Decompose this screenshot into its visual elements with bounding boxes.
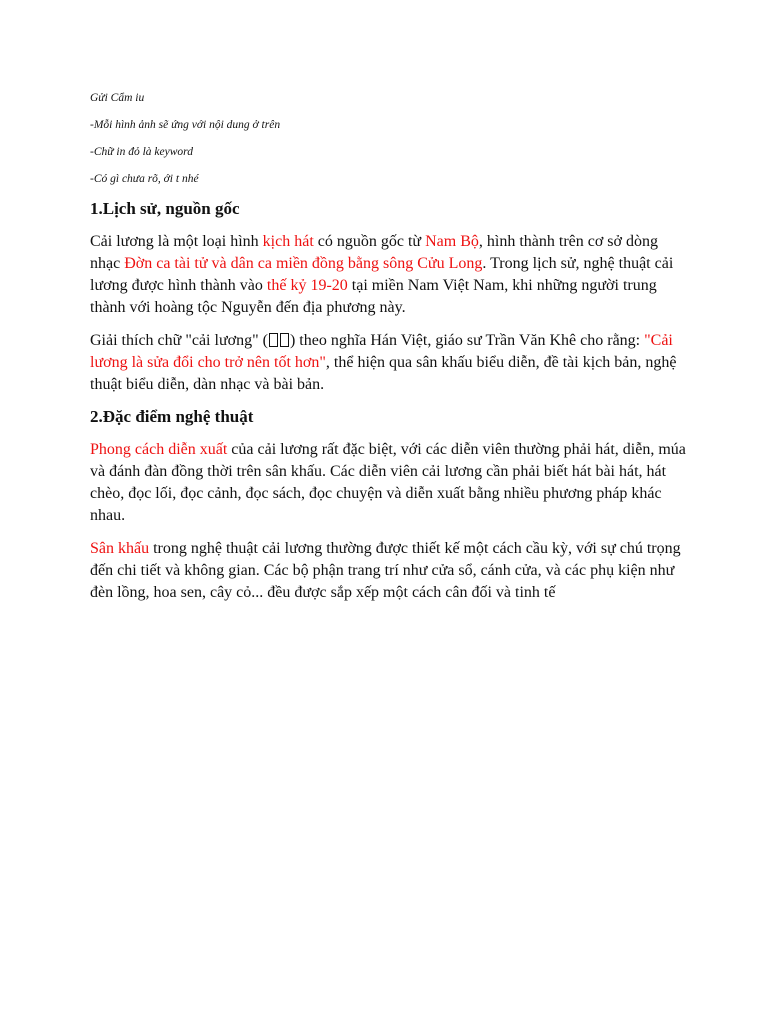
keyword: Phong cách diễn xuất [90, 441, 228, 458]
text-run: ) theo nghĩa Hán Việt, giáo sư Trần Văn Khê cho rằng: [289, 332, 645, 349]
section-2-heading: 2.Đặc điểm nghệ thuật [90, 407, 254, 426]
missing-glyph-icon [280, 333, 289, 347]
text-run: có nguồn gốc từ [313, 233, 426, 250]
section-2-paragraph-2 [90, 538, 690, 604]
note-images: -Mỗi hình ảnh sẽ ứng với nội dung ở trên [90, 119, 281, 131]
section-1-heading: 1.Lịch sử, nguồn gốc [90, 199, 240, 218]
text-run: , hình thành trên cơ sở dòng nhạc [90, 233, 658, 272]
text-run: tại miền Nam Việt Nam, khi những người trung thành với hoàng tộc Nguyễn đến địa phương này. [90, 277, 657, 316]
text-run: . Trong lịch sử, nghệ thuật cải lương được hình thành vào [90, 255, 674, 294]
section-1-paragraph-1 [90, 231, 690, 319]
section-1-paragraph-2 [90, 330, 690, 396]
keyword: Đờn ca tài tử và dân ca miền đồng bằng sông Cửu Long [124, 255, 483, 272]
keyword: Nam Bộ [425, 233, 479, 250]
keyword: "Cải lương là sửa đổi cho trở nên tốt hơn" [90, 332, 673, 371]
keyword: Sân khấu [90, 540, 150, 557]
note-keyword: -Chữ in đỏ là keyword [90, 146, 193, 158]
text-run: , thể hiện qua sân khấu biểu diễn, đề tài kịch bản, nghệ thuật biểu diễn, dàn nhạc và bài bản. [90, 354, 677, 393]
missing-glyph-icon [269, 333, 278, 347]
section-2-paragraph-1 [90, 439, 690, 527]
keyword: thế kỷ 19-20 [266, 277, 348, 294]
note-questions: -Có gì chưa rõ, ới t nhé [90, 173, 199, 185]
text-run: trong nghệ thuật cải lương thường được thiết kế một cách cầu kỳ, với sự chú trọng đến chi tiết và không gian. Các bộ phận trang trí như cửa sổ, cánh cửa, và các phụ kiện như đèn lồng, hoa sen, cây cỏ... đều được sắp xếp một cách cân đối và tinh tế [90, 540, 681, 601]
text-run: của cải lương rất đặc biệt, với các diễn viên thường phải hát, diễn, múa và đánh đàn đồng thời trên sân khấu. Các diễn viên cải lương cần phải biết hát bài hát, hát chèo, đọc lối, đọc cảnh, đọc sách, đọc chuyện và diễn xuất bằng nhiều phương pháp khác nhau. [90, 441, 686, 524]
text-run: Giải thích chữ "cải lương" ( [90, 332, 268, 349]
keyword: kịch hát [262, 233, 314, 250]
document-page [90, 91, 690, 615]
text-run: Cải lương là một loại hình [90, 233, 263, 250]
greeting-note: Gửi Cẩm iu [90, 92, 145, 104]
